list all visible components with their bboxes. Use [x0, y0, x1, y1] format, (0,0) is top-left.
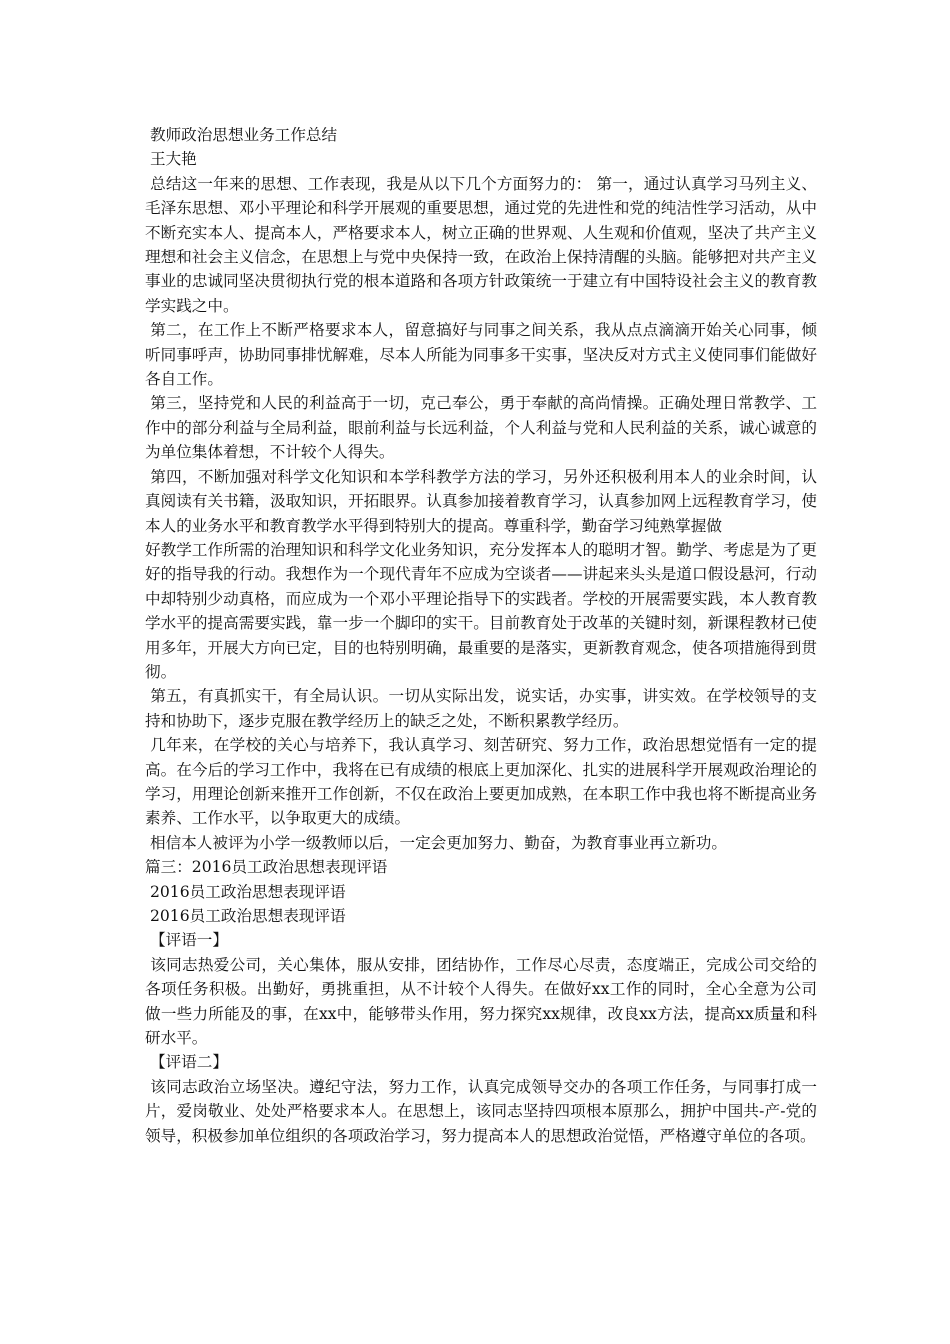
section-subtitle: 2016员工政治思想表现评语	[145, 882, 346, 901]
document-title: 教师政治思想业务工作总结	[145, 126, 338, 144]
paragraph: 相信本人被评为小学一级教师以后，一定会更加努力、勤奋，为教育事业再立新功。	[145, 833, 727, 852]
paragraph: 该同志政治立场坚决。遵纪守法，努力工作，认真完成领导交办的各项工作任务，与同事打成一片，爱岗敬业、处处严格要求本人。在思想上，该同志坚持四项根本原那么，拥护中国共-产-党的领导，积极参加单位组织的各项政治学习，努力提高本人的思想政治觉悟，严格遵守单位的各项。	[145, 1077, 817, 1145]
paragraph: 几年来，在学校的关心与培养下，我认真学习、刻苦研究、努力工作，政治思想觉悟有一定的提高。在今后的学习工作中，我将在已有成绩的根底上更加深化、扎实的进展科学开展观政治理论的学习，用理论创新来推开工作创新，不仅在政治上要更加成熟，在本职工作中我也将不断提高业务素养、工作水平，以争取更大的成绩。	[145, 736, 817, 828]
paragraph: 总结这一年来的思想、工作表现，我是从以下几个方面努力的： 第一，通过认真学习马列主义、毛泽东思想、邓小平理论和科学开展观的重要思想，通过党的先进性和党的纯洁性学习活动，从中不断充实本人、提高本人，严格要求本人，树立正确的世界观、人生观和价值观，坚决了共产主义理想和社会主义信念，在思想上与党中央保持一致，在政治上保持清醒的头脑。能够把对共产主义事业的忠诚同坚决贯彻执行党的根本道路和各项方针政策统一于建立有中国特设社会主义的教育教学实践之中。	[145, 174, 817, 315]
comment-heading: 【评语二】	[145, 1053, 228, 1072]
paragraph: 第四，不断加强对科学文化知识和本学科教学方法的学习，另外还积极利用本人的业余时间，认真阅读有关书籍，汲取知识，开拓眼界。认真参加接着教育学习，认真参加网上远程教育学习，使本人的业务水平和教育教学水平得到特别大的提高。尊重科学，勤奋学习纯熟掌握做	[145, 467, 817, 535]
comment-heading: 【评语一】	[145, 931, 228, 950]
section-subtitle: 2016员工政治思想表现评语	[145, 907, 346, 925]
paragraph: 第三，坚持党和人民的利益高于一切，克己奉公，勇于奉献的高尚情操。正确处理日常教学、工作中的部分利益与全局利益，眼前利益与长远利益，个人利益与党和人民利益的关系，诚心诚意的为单位集体着想，不计较个人得失。	[145, 394, 817, 462]
paragraph: 好教学工作所需的治理知识和科学文化业务知识，充分发挥本人的聪明才智。勤学、考虑是为了更好的指导我的行动。我想作为一个现代青年不应成为空谈者——讲起来头头是道口假设悬河，行动中却特别少动真格，而应成为一个邓小平理论指导下的实践者。学校的开展需要实践，本人教育教学水平的提高需要实践，靠一步一个脚印的实干。目前教育处于改革的关键时刻，新课程教材已使用多年，开展大方向已定，目的也特别明确，最重要的是落实，更新教育观念，使各项措施得到贯彻。	[145, 540, 817, 681]
document-body	[145, 123, 817, 1148]
paragraph: 该同志热爱公司，关心集体，服从安排，团结协作，工作尽心尽责，态度端正，完成公司交给的各项任务积极。出勤好，勇挑重担，从不计较个人得失。在做好xx工作的同时，全心全意为公司做一些力所能及的事，在xx中，能够带头作用，努力探究xx规律，改良xx方法，提高xx质量和科研水平。	[145, 955, 817, 1048]
paragraph: 第二，在工作上不断严格要求本人，留意搞好与同事之间关系，我从点点滴滴开始关心同事，倾听同事呼声，协助同事排忧解难，尽本人所能为同事多干实事，坚决反对方式主义使同事们能做好各自工作。	[145, 321, 817, 389]
paragraph: 第五，有真抓实干，有全局认识。一切从实际出发，说实话，办实事，讲实效。在学校领导的支持和协助下，逐步克服在教学经历上的缺乏之处，不断积累教学经历。	[145, 687, 817, 730]
section-heading: 篇三：2016员工政治思想表现评语	[145, 858, 388, 877]
author-name: 王大艳	[145, 150, 197, 169]
